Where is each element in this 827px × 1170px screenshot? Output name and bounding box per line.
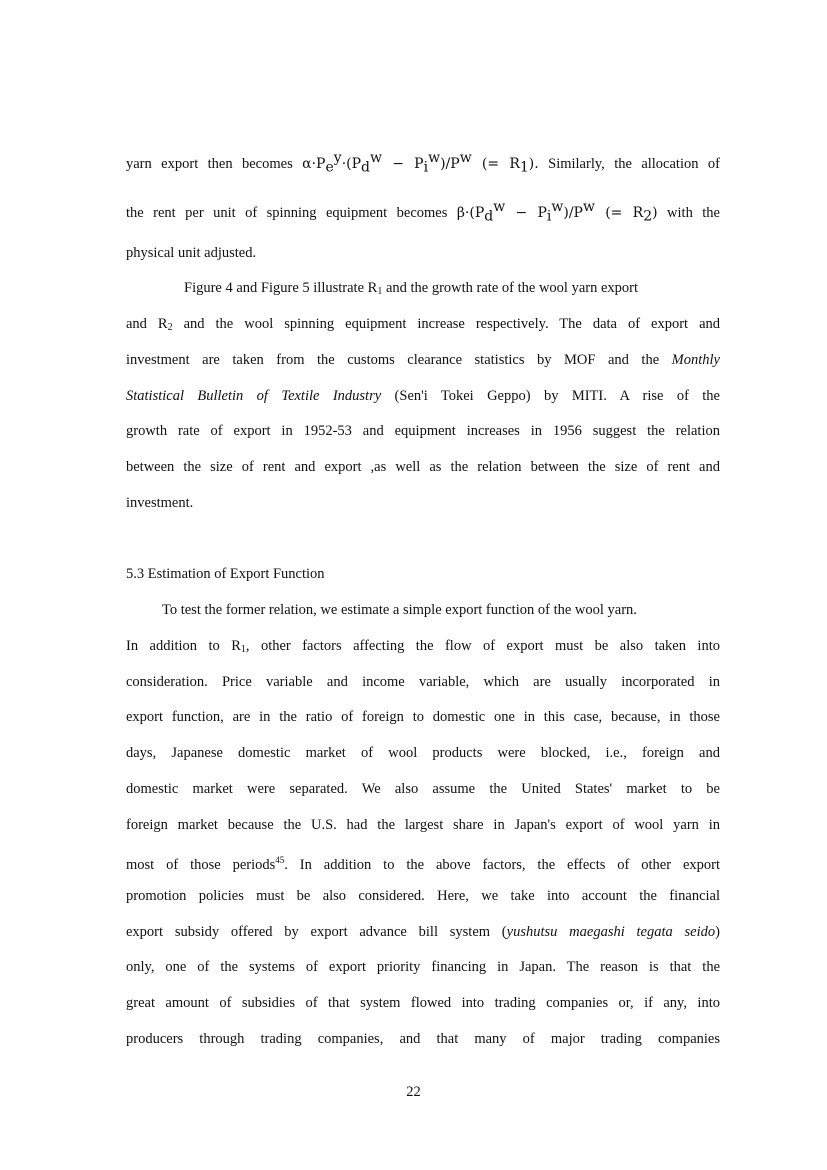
text-line: only, one of the systems of export priority financing in Japan. The reason is that the: [126, 959, 720, 975]
formula-part: )/P: [563, 204, 583, 221]
text-line: [126, 850, 720, 875]
text-span: Figure 4 and Figure 5 illustrate R: [184, 280, 378, 296]
formula-part: α·P: [302, 155, 326, 172]
formula-part: d: [361, 159, 370, 176]
formula-part: ): [652, 204, 658, 221]
text-line: [126, 350, 720, 370]
text-span: the rent per unit of spinning equipment becomes: [126, 204, 457, 221]
text-line: [184, 278, 720, 302]
text-line: physical unit adjusted.: [126, 245, 257, 261]
text-line: days, Japanese domestic market of wool products were blocked, i.e., foreign and: [126, 745, 720, 761]
text-span: 2: [167, 322, 173, 333]
text-span: and the wool spinning equipment increase respectively. The data of export and: [172, 316, 721, 332]
formula-part: i: [423, 159, 429, 176]
formula-part: w: [551, 199, 564, 215]
text-span: most of those periods: [126, 857, 276, 873]
text-line: [126, 922, 720, 942]
text-span: Statistical Bulletin of Textile Industry: [126, 388, 382, 404]
section-heading: 5.3 Estimation of Export Function: [126, 566, 325, 582]
text-line: between the size of rent and export ,as well as the relation between the size of rent and: [126, 459, 720, 475]
formula-part: y: [333, 150, 342, 166]
formula-part: − P: [381, 155, 424, 172]
text-span: investment are taken from the customs clearance statistics by MOF and the: [126, 352, 672, 368]
text-span: Monthly: [671, 352, 720, 368]
text-line: [126, 314, 720, 338]
text-span: yushutsu maegashi tegata seido: [506, 924, 716, 940]
formula-part: w: [493, 199, 506, 215]
text-span: 1: [240, 644, 246, 655]
text-line: [126, 386, 720, 406]
formula-part: ·(P: [341, 155, 362, 172]
formula-part: w: [459, 150, 472, 166]
formula-part: β·(P: [456, 204, 485, 221]
formula-part: w: [370, 150, 382, 166]
text-line: [126, 148, 720, 178]
text-line: To test the former relation, we estimate a simple export function of the wool yarn.: [162, 602, 637, 618]
formula-part: (= R: [471, 155, 520, 172]
text-line: growth rate of export in 1952-53 and equipment increases in 1956 suggest the relation: [126, 423, 720, 439]
footnote-marker: 45: [275, 855, 285, 865]
formula-part: 2: [643, 208, 653, 225]
text-span: and R: [126, 316, 168, 332]
text-span: yarn export then becomes: [126, 155, 303, 172]
text-span: export subsidy offered by export advance bill system (: [126, 924, 507, 940]
formula-part: i: [546, 208, 552, 225]
formula-part: w: [582, 199, 595, 215]
formula-part: e: [325, 159, 334, 176]
text-line: promotion policies must be also considered. Here, we take into account the financial: [126, 888, 720, 904]
formula-part: 1: [519, 159, 529, 176]
text-line: producers through trading companies, and that many of major trading companies: [126, 1031, 720, 1047]
text-line: investment.: [126, 495, 194, 511]
text-span: 1: [377, 286, 383, 297]
text-span: . In addition to the above factors, the effects of other export: [284, 857, 721, 873]
text-span: Similarly, the allocation of: [538, 155, 720, 172]
text-line: export function, are in the ratio of foreign to domestic one in this case, because, in those: [126, 709, 720, 725]
text-span: , other factors affecting the flow of export must be also taken into: [245, 638, 720, 654]
formula-part: ).: [528, 155, 539, 172]
text-line: [126, 636, 720, 660]
formula-part: w: [428, 150, 441, 166]
formula-part: )/P: [440, 155, 460, 172]
formula-part: − P: [505, 204, 547, 221]
text-span: In addition to R: [126, 638, 241, 654]
page-number: 22: [406, 1084, 421, 1100]
text-line: great amount of subsidies of that system flowed into trading companies or, if any, into: [126, 995, 720, 1011]
text-span: ): [715, 924, 720, 940]
text-line: [126, 197, 720, 227]
text-line: domestic market were separated. We also assume the United States' market to be: [126, 781, 720, 797]
text-span: with the: [657, 204, 720, 221]
text-line: consideration. Price variable and income variable, which are usually incorporated in: [126, 674, 720, 690]
formula-part: (= R: [594, 204, 644, 221]
formula-part: d: [484, 208, 494, 225]
text-span: (Sen'i Tokei Geppo) by MITI. A rise of the: [381, 388, 720, 404]
text-line: foreign market because the U.S. had the largest share in Japan's export of wool yarn in: [126, 817, 720, 833]
text-span: and the growth rate of the wool yarn export: [382, 280, 638, 296]
